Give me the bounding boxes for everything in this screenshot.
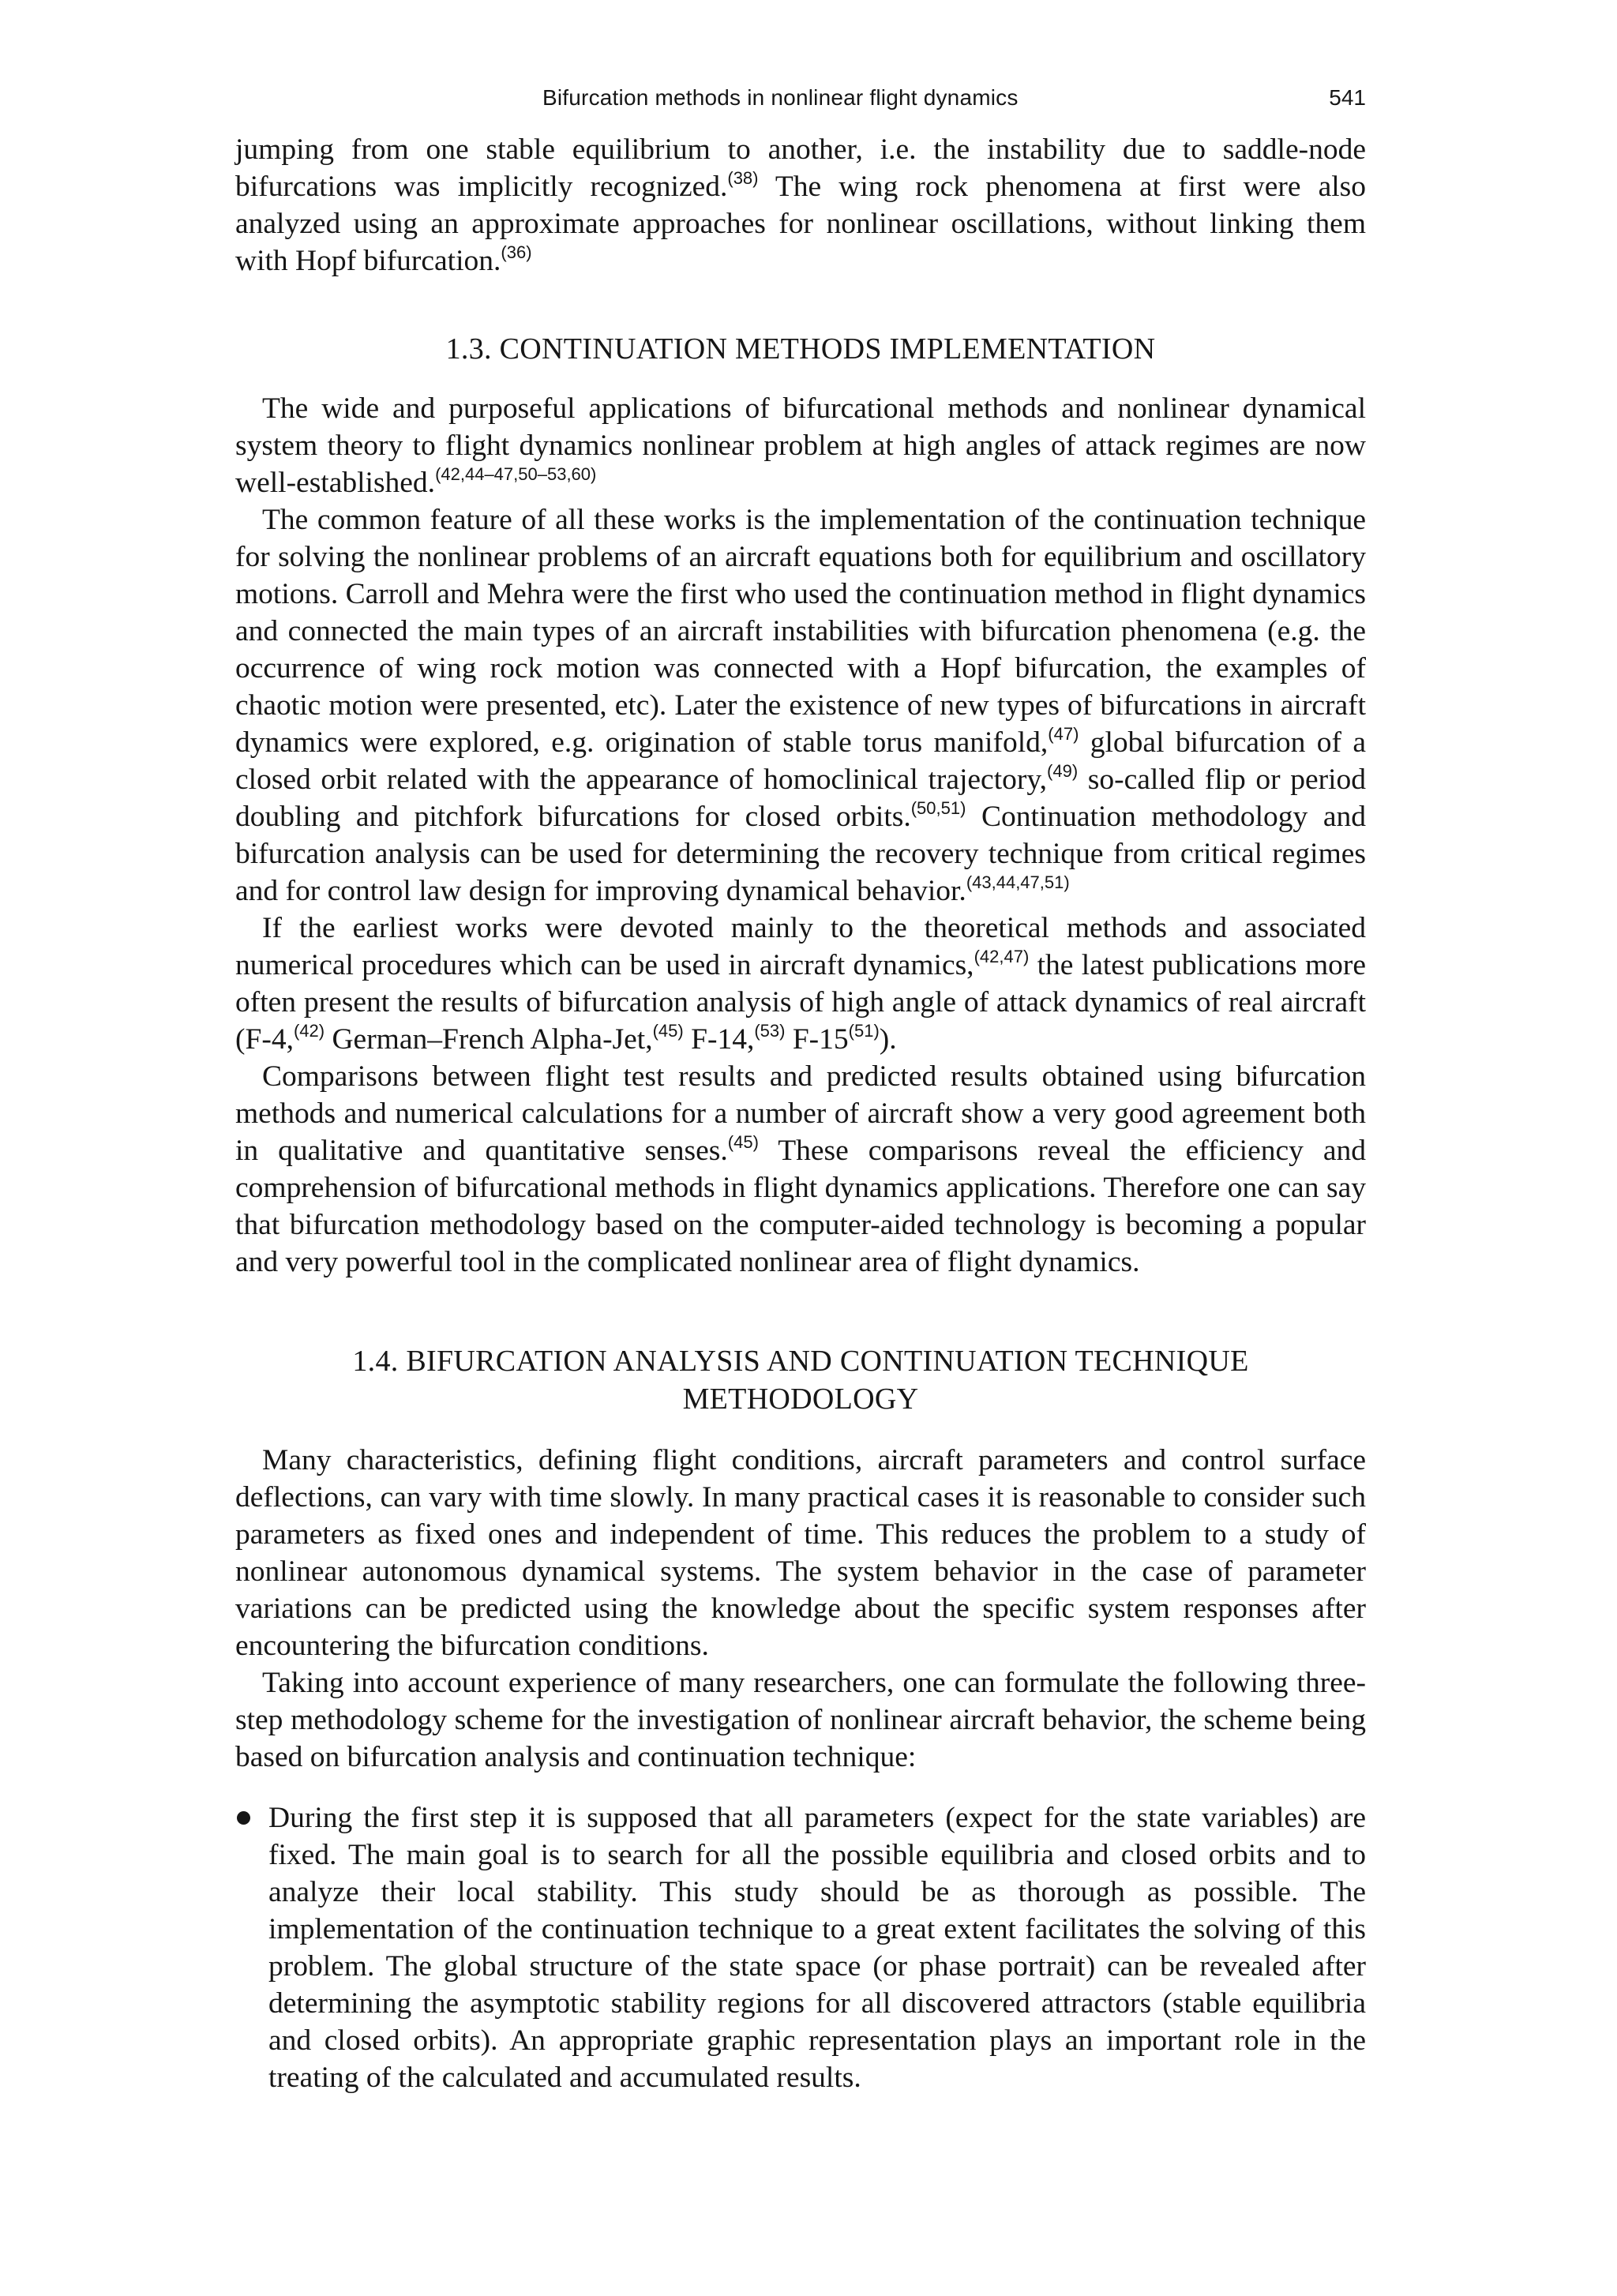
paragraph — [235, 390, 1366, 501]
paragraph: Many characteristics, defining flight conditions, aircraft parameters and control surface deflections, can vary with time slowly. In many practical cases it is reasonable to consider such parameters as fixed ones and independent of time. This reduces the problem to a study of nonlinear autonomous dynamical systems. The system behavior in the case of parameter variations can be predicted using the knowledge about the specific system responses after encountering the bifurcation conditions. — [235, 1444, 1366, 1662]
section-heading-1-3: 1.3. CONTINUATION METHODS IMPLEMENTATION — [445, 332, 1156, 366]
article-body — [235, 131, 1366, 2096]
text-run: global bifurcation of a closed orbit related with the appearance of homoclinical trajectory, — [235, 726, 1366, 796]
page-number: 541 — [1329, 85, 1366, 110]
citation-ref: (53) — [754, 1021, 786, 1041]
list-item-text: During the first step it is supposed that all parameters (expect for the state variables) are fixed. The main goal is to search for all the possible equilibria and closed orbits and to analyze their local stability. This study should be as thorough as possible. The implementation of the continuation technique to a great extent facilitates the solving of this problem. The global structure of the state space (or phase portrait) can be revealed after determining the asymptotic stability regions for all discovered attractors (stable equilibria and closed orbits). An appropriate graphic representation plays an important role in the treating of the calculated and accumulated results. — [268, 1802, 1366, 2094]
text-run: Comparisons between flight test results and predicted results obtained using bifurcation methods and numerical calculations for a number of aircraft show a very good agreement both in qualitative and quantitative senses. — [235, 1060, 1366, 1167]
section-heading-1-4 — [235, 1342, 1366, 1418]
text-run: German–French Alpha-Jet, — [325, 1023, 653, 1056]
running-title: Bifurcation methods in nonlinear flight dynamics — [542, 85, 1019, 110]
citation-ref: (42) — [293, 1021, 325, 1041]
bullet-list — [235, 1799, 1366, 2096]
list-item — [235, 1799, 1366, 2096]
text-run: ). — [879, 1023, 897, 1056]
text-run: jumping from one stable equilibrium to another, i.e. the instability due to saddle-node bifurcations was implicitly recognized. — [235, 133, 1366, 203]
paragraph: Taking into account experience of many researchers, one can formulate the following three-step methodology scheme for the investigation of nonlinear aircraft behavior, the scheme being based on bifurcation analysis and continuation technique: — [235, 1667, 1366, 1773]
bullet-icon — [237, 1811, 250, 1825]
citation-ref: (42,47) — [974, 947, 1030, 966]
paragraph — [235, 501, 1366, 910]
text-run: so-called flip or period doubling and pitchfork bifurcations for closed orbits. — [235, 763, 1366, 833]
paragraph — [235, 1058, 1366, 1281]
citation-ref: (45) — [727, 1132, 759, 1152]
heading-line: 1.4. BIFURCATION ANALYSIS AND CONTINUATION TECHNIQUE — [352, 1345, 1249, 1378]
text-run: If the earliest works were devoted mainly to the theoretical methods and associated numerical procedures which can be used in aircraft dynamics, — [235, 912, 1366, 981]
citation-ref: (50,51) — [910, 798, 966, 818]
citation-ref: (49) — [1047, 761, 1079, 781]
citation-ref: (47) — [1048, 724, 1079, 744]
text-run: The wide and purposeful applications of bifurcational methods and nonlinear dynamical system theory to flight dynamics nonlinear problem at high angles of attack regimes are now well-established. — [235, 392, 1366, 499]
citation-ref: (38) — [727, 168, 759, 188]
paragraph-continued — [235, 131, 1366, 279]
running-header — [235, 82, 1366, 114]
text-run: the latest publications more often present the results of bifurcation analysis of high angle of attack dynamics of real aircraft (F-4, — [235, 949, 1366, 1056]
paragraph — [235, 910, 1366, 1058]
text-run: Continuation methodology and bifurcation analysis can be used for determining the recovery technique from critical regimes and for control law design for improving dynamical behavior. — [235, 801, 1366, 907]
heading-line: METHODOLOGY — [682, 1382, 919, 1416]
text-run: F-14, — [683, 1023, 755, 1056]
citation-ref: (51) — [848, 1021, 880, 1041]
citation-ref: (36) — [501, 242, 532, 262]
citation-ref: (45) — [652, 1021, 684, 1041]
text-run: F-15 — [785, 1023, 849, 1056]
citation-ref: (42,44–47,50–53,60) — [435, 464, 597, 484]
text-run: The wing rock phenomena at first were also analyzed using an approximate approaches for nonlinear oscillations, without linking them with Hopf bifurcation. — [235, 171, 1366, 277]
text-run: The common feature of all these works is the implementation of the continuation technique for solving the nonlinear problems of an aircraft equations both for equilibrium and oscillatory motions. Carroll and Mehra were the first who used the continuation method in flight dynamics and connected the main types of an aircraft instabilities with bifurcation phenomena (e.g. the occurrence of wing rock motion was connected with a Hopf bifurcation, the examples of chaotic motion were presented, etc). Later the existence of new types of bifurcations in aircraft dynamics were explored, e.g. origination of stable torus manifold, — [235, 504, 1366, 759]
citation-ref: (43,44,47,51) — [966, 872, 1070, 892]
text-run: These comparisons reveal the efficiency and comprehension of bifurcational methods in flight dynamics applications. Therefore one can say that bifurcation methodology based on the computer-aided technology is becoming a popular and very powerful tool in the complicated nonlinear area of flight dynamics. — [235, 1135, 1367, 1278]
